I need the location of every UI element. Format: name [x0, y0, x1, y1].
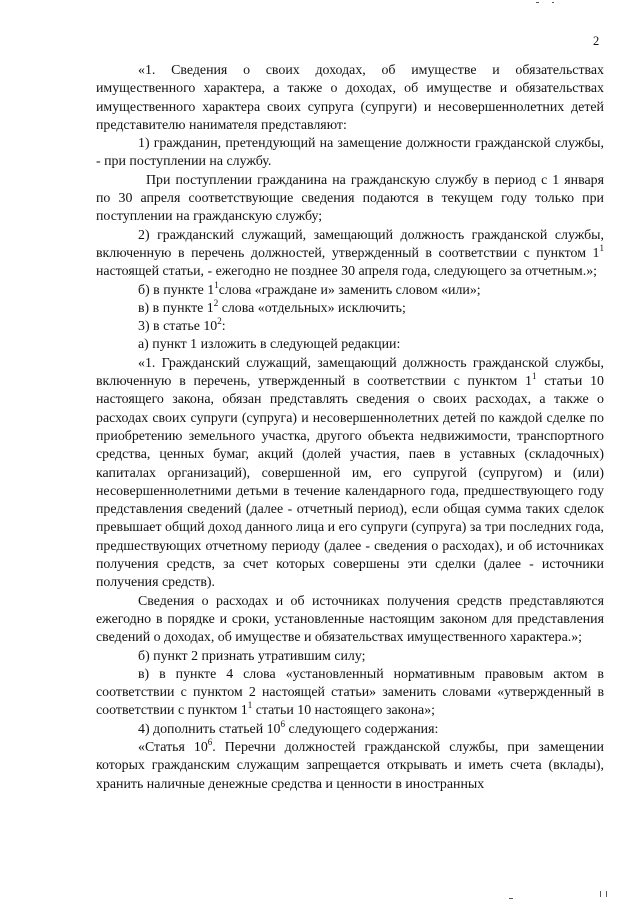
text: а) пункт 1 изложить в следующей редакции:	[138, 337, 401, 353]
paragraph-info	[96, 593, 604, 648]
superscript: 2	[213, 297, 219, 308]
scan-speck	[606, 891, 607, 897]
paragraph-intro	[96, 62, 604, 135]
paragraph-3	[96, 318, 604, 336]
superscript: 6	[207, 736, 213, 747]
text: При поступлении гражданина на гражданскую службу в период с 1 января по 30 апреля соответствующие сведения подаются в текущем году только при поступлении на гражданскую службу;	[96, 172, 604, 225]
paragraph-quote-1	[96, 355, 604, 593]
scan-speck	[509, 898, 513, 899]
text: «1. Сведения о своих доходах, об имуществе и обязательствах имущественного характера, а также о доходах, об имуществе и обязательствах имущественного характера своих супруга (супруги) и несовершеннолетних детей представителю нанимателя представляют:	[96, 63, 604, 133]
superscript: 2	[217, 316, 222, 327]
superscript: 1	[599, 242, 604, 253]
paragraph-note	[96, 172, 604, 227]
paragraph-item-1	[96, 135, 604, 172]
text: в) в пункте 4 слова «установленный нормативным правовым актом в соответствии с пунктом 2 настоящей статьи» заменить словами «утвержденный в соответствии с пунктом 1	[96, 666, 604, 719]
paragraph-item-2	[96, 227, 604, 282]
paragraph-a	[96, 336, 604, 354]
text: «1. Гражданский служащий, замещающий должность гражданской службы, включенную в перечень, утвержденный в соответствии с пунктом 1	[96, 355, 604, 390]
text: следующего содержания:	[285, 721, 439, 737]
text: «Статья 10	[138, 739, 208, 755]
text: 4) дополнить статьей 10	[138, 721, 281, 737]
text: в) в пункте 1	[138, 300, 214, 316]
text: Сведения о расходах и об источниках получения средств представляются ежегодно в порядке и сроки, установленные настоящим законом для представления сведений о доходах, об имуществе и обязательствах имущественного характера.»;	[96, 593, 604, 646]
scan-speck	[552, 2, 554, 3]
paragraph-v2	[96, 666, 604, 721]
text: 2) гражданский служащий, замещающий должность гражданской службы, включенную в перечень должностей, утвержденный в соответствии с пунктом 1	[96, 227, 604, 261]
superscript: 1	[247, 700, 253, 711]
paragraph-b	[96, 279, 604, 300]
text: 1) гражданин, претендующий на замещение должности гражданской службы, - при поступлении на службу.	[96, 136, 604, 170]
paragraph-v	[96, 297, 604, 318]
page-number: 2	[593, 34, 600, 48]
text: статьи 10 настоящего закона, обязан представлять сведения о своих расходах, а также о расходах своих супруги (супруга) и несовершеннолетних детей по каждой сделке по приобретению земельного участка, другого объекта недвижимости, транспортного средства, ценных бумаг, акций (долей участия, паев в уставных (складочных) капиталах организаций), совершенной им, его супругой (супругом) и (или) несовершеннолетними детьми в течение календарного года, предшествующего году представления сведений (далее - отчетный период), если общая сумма таких сделок превышает общий доход данного лица и его супруги (супруга) за три последних года, предшествующих отчетному периоду (далее - сведения о расходах), и об источниках получения средств, за счет которых совершены эти сделки (далее - источники получения средств).	[96, 374, 604, 591]
text: :	[221, 319, 226, 335]
scan-speck	[600, 891, 601, 897]
paragraph-article	[96, 736, 604, 794]
text: б) в пункте 1	[138, 282, 215, 298]
document-body	[96, 62, 604, 794]
text: . Перечни должностей гражданской службы, при замещении которых гражданским служащим запрещается открывать и иметь счета (вклады), хранить наличные денежные средства и ценности в иностранных	[96, 739, 604, 792]
text: настоящей статьи, - ежегодно не позднее 30 апреля года, следующего за отчетным.»;	[96, 264, 598, 280]
superscript: 1	[214, 279, 219, 290]
scan-speck	[536, 2, 539, 3]
text: статьи 10 настоящего закона»;	[252, 703, 436, 719]
paragraph-4	[96, 718, 604, 739]
text: 3) в статье 10	[138, 319, 218, 335]
text: слова «отдельных» исключить;	[218, 300, 406, 316]
text: б) пункт 2 признать утратившим силу;	[138, 648, 366, 664]
superscript: 6	[280, 718, 286, 729]
text: слова «граждане и» заменить словом «или»;	[218, 282, 481, 298]
paragraph-b2	[96, 648, 604, 666]
superscript: 1	[531, 371, 537, 382]
